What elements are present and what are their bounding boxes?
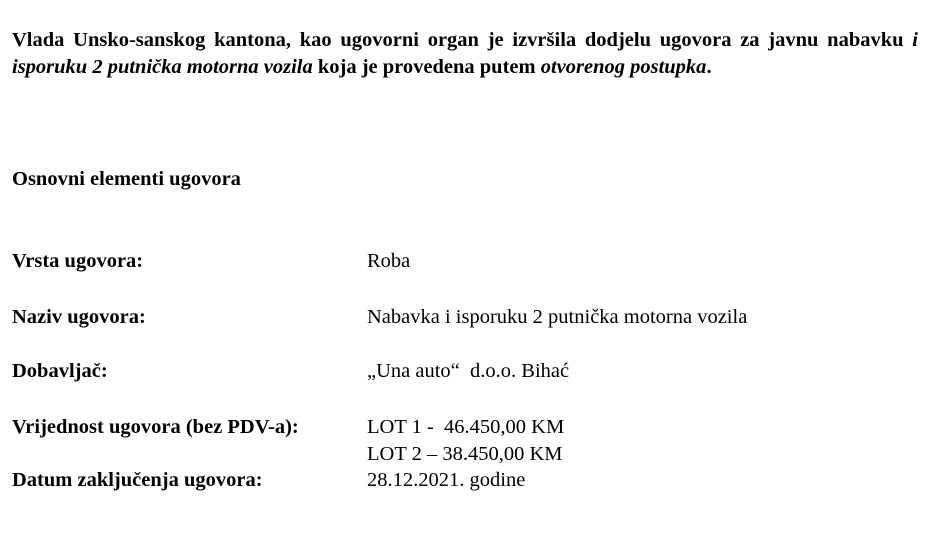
contract-type-label: Vrsta ugovora:: [12, 250, 144, 272]
intro-text-start: Vlada Unsko-sanskog kantona, kao ugovorni organ je izvršila dodjelu ugovora za javnu nabavku: [12, 29, 913, 51]
intro-text-middle: koja je provedena putem: [312, 56, 541, 78]
contract-value-lot2: LOT 2 – 38.450,00 KM: [367, 443, 563, 465]
supplier-label: Dobavljač:: [12, 360, 108, 382]
intro-text-end: .: [706, 56, 712, 78]
contract-type-value: Roba: [367, 250, 411, 272]
conclusion-date-value: 28.12.2021. godine: [367, 469, 526, 491]
contract-name-label: Naziv ugovora:: [12, 306, 146, 328]
intro-paragraph: [12, 27, 918, 81]
contract-name-value: Nabavka i isporuku 2 putnička motorna vozila: [367, 306, 748, 328]
section-title: Osnovni elementi ugovora: [12, 168, 241, 190]
intro-procedure: otvorenog postupka: [540, 56, 707, 78]
intro-subject: i isporuku 2 putnička motorna vozila: [12, 29, 918, 78]
contract-value-label: Vrijednost ugovora (bez PDV-a):: [12, 416, 299, 438]
conclusion-date-label: Datum zaključenja ugovora:: [12, 469, 263, 491]
supplier-value: „Una auto“ d.o.o. Bihać: [367, 360, 570, 382]
contract-value-lot1: LOT 1 - 46.450,00 KM: [367, 416, 565, 438]
